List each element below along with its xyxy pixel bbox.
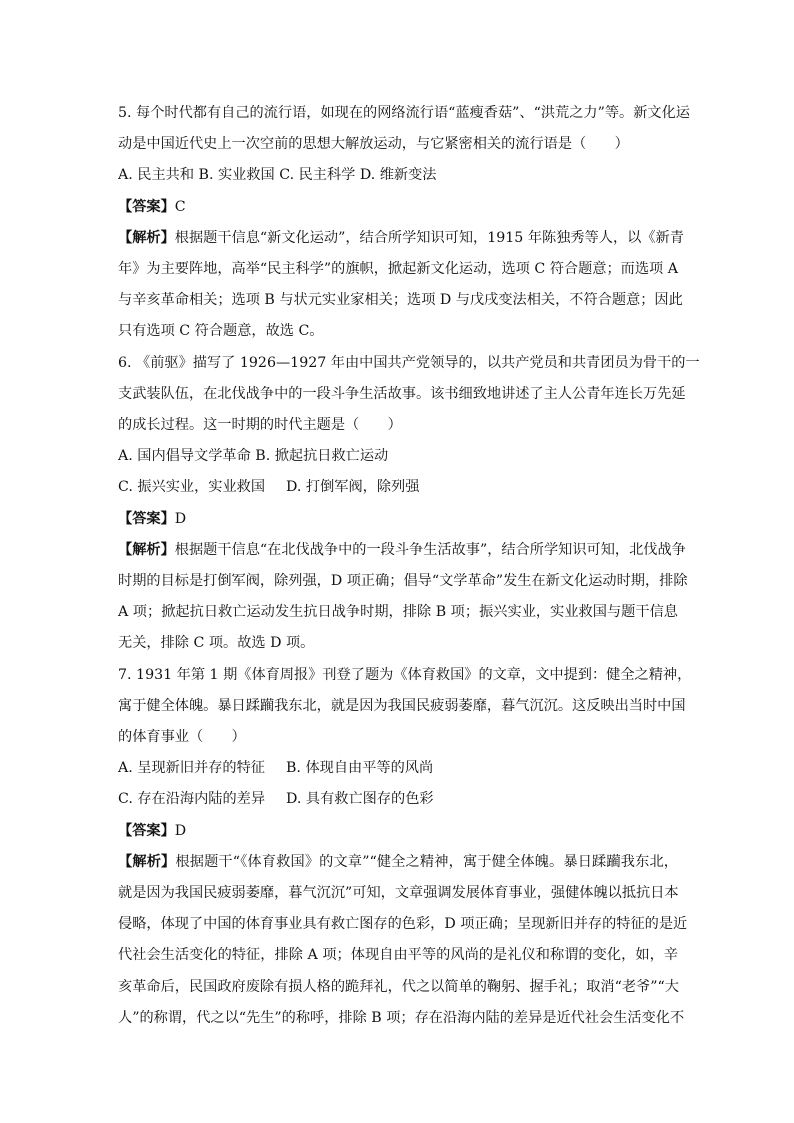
document-page [118,98,700,1034]
analysis-text: 根据题干“《体育救国》的文章”“健全之精神，寓于健全体魄。暴日蹂躏我东北， [175,853,678,870]
q5-analysis-line-4: 只有选项 C 符合题意，故选 C。 [118,323,324,340]
answer-tag: 【答案】 [118,198,175,215]
q6-analysis-line-2: 时期的目标是打倒军阀，除列强，D 项正确；倡导“文学革命”发生在新文化运动时期，排除 [118,573,688,590]
analysis-text: 根据题干信息“在北伐战争中的一段斗争生活故事”，结合所学知识可知，北伐战争 [174,541,686,558]
q7-analysis-line-2: 就是因为我国民疲弱萎靡，暮气沉沉”可知，文章强调发展体育事业，强健体魄以抵抗日本 [118,885,679,902]
q6-analysis-line-3: A 项；掀起抗日救亡运动发生抗日战争时期，排除 B 项；振兴实业，实业救国与题干信息 [118,604,678,621]
analysis-tag: 【解析】 [118,229,175,246]
q6-option-d: D. 打倒军阀，除列强 [286,479,420,496]
analysis-tag: 【解析】 [118,853,176,870]
q7-option-b: B. 体现自由平等的风尚 [286,760,434,777]
answer-value: C [174,198,186,215]
q7-stem-line-2: 寓于健全体魄。暴日蹂躏我东北，就是因为我国民疲弱萎靡，暮气沉沉。这反映出当时中国 [118,697,686,714]
q6-answer [118,504,678,535]
analysis-tag: 【解析】 [118,541,175,558]
answer-value: D [174,510,187,527]
q6-analysis-line-1 [118,535,686,566]
q5-analysis-line-3: 与辛亥革命相关；选项 B 与状元实业家相关；选项 D 与戊戌变法相关，不符合题意；因此 [118,292,683,309]
q7-option-c: C. 存在沿海内陆的差异 [118,791,266,808]
q7-option-d: D. 具有救亡图存的色彩 [286,791,434,808]
q7-analysis-line-5: 亥革命后，民国政府废除有损人格的跪拜礼，代之以简单的鞠躬、握手礼；取消“老爷”“大 [118,978,679,995]
question-7 [118,660,692,1034]
q6-stem-line-1: 6. 《前驱》描写了 1926—1927 年由中国共产党领导的，以共产党员和共青团员为骨干的一 [118,354,700,371]
q6-options-ab: A. 国内倡导文学革命 B. 掀起抗日救亡运动 [118,448,389,465]
q5-analysis-line-2: 年》为主要阵地，高举“民主科学”的旗帜，掀起新文化运动，选项 C 符合题意；而选项 A [118,261,678,278]
q5-answer [118,192,678,223]
q5-analysis-line-1 [118,223,684,254]
q7-stem-line-3: 的体育事业（ ） [118,729,246,746]
question-6 [118,348,700,660]
q7-answer [118,816,678,847]
question-5 [118,98,690,348]
answer-tag: 【答案】 [118,510,175,527]
q7-analysis-line-6: 人”的称谓，代之以“先生”的称呼，排除 B 项；存在沿海内陆的差异是近代社会生活变化不 [118,1009,685,1026]
q5-stem-line-1: 5. 每个时代都有自己的流行语，如现在的网络流行语“蓝瘦香菇”、“洪荒之力”等。新文化运 [118,105,690,121]
q6-option-c: C. 振兴实业，实业救国 [118,479,266,496]
q6-options-cd [118,472,678,503]
q7-options-ab [118,753,678,784]
q7-analysis-line-3: 侵略，体现了中国的体育事业具有救亡图存的色彩，D 项正确；呈现新旧并存的特征的是近 [118,916,688,933]
q6-analysis-line-4: 无关，排除 C 项。故选 D 项。 [118,635,315,652]
q7-analysis-line-4: 代社会生活变化的特征，排除 A 项；体现自由平等的风尚的是礼仪和称谓的变化，如，辛 [118,947,678,964]
analysis-text: 根据题干信息“新文化运动”，结合所学知识可知，1915 年陈独秀等人，以《新青 [174,229,684,246]
q7-option-a: A. 呈现新旧并存的特征 [118,760,265,777]
answer-tag: 【答案】 [118,822,175,839]
q7-stem-line-1: 7. 1931 年第 1 期《体育周报》刊登了题为《体育救国》的文章，文中提到：健全之精神， [118,666,692,683]
q5-stem-line-2: 动是中国近代史上一次空前的思想大解放运动，与它紧密相关的流行语是（ ） [118,136,629,153]
q7-options-cd [118,784,678,815]
q6-stem-line-2: 支武装队伍，在北伐战争中的一段斗争生活故事。该书细致地讲述了主人公青年连长万先延 [118,385,686,402]
q7-analysis-line-1 [118,847,678,878]
q5-options: A. 民主共和 B. 实业救国 C. 民主科学 D. 维新变法 [118,167,437,184]
answer-value: D [174,822,187,839]
q6-stem-line-3: 的成长过程。这一时期的时代主题是（ ） [118,417,402,434]
